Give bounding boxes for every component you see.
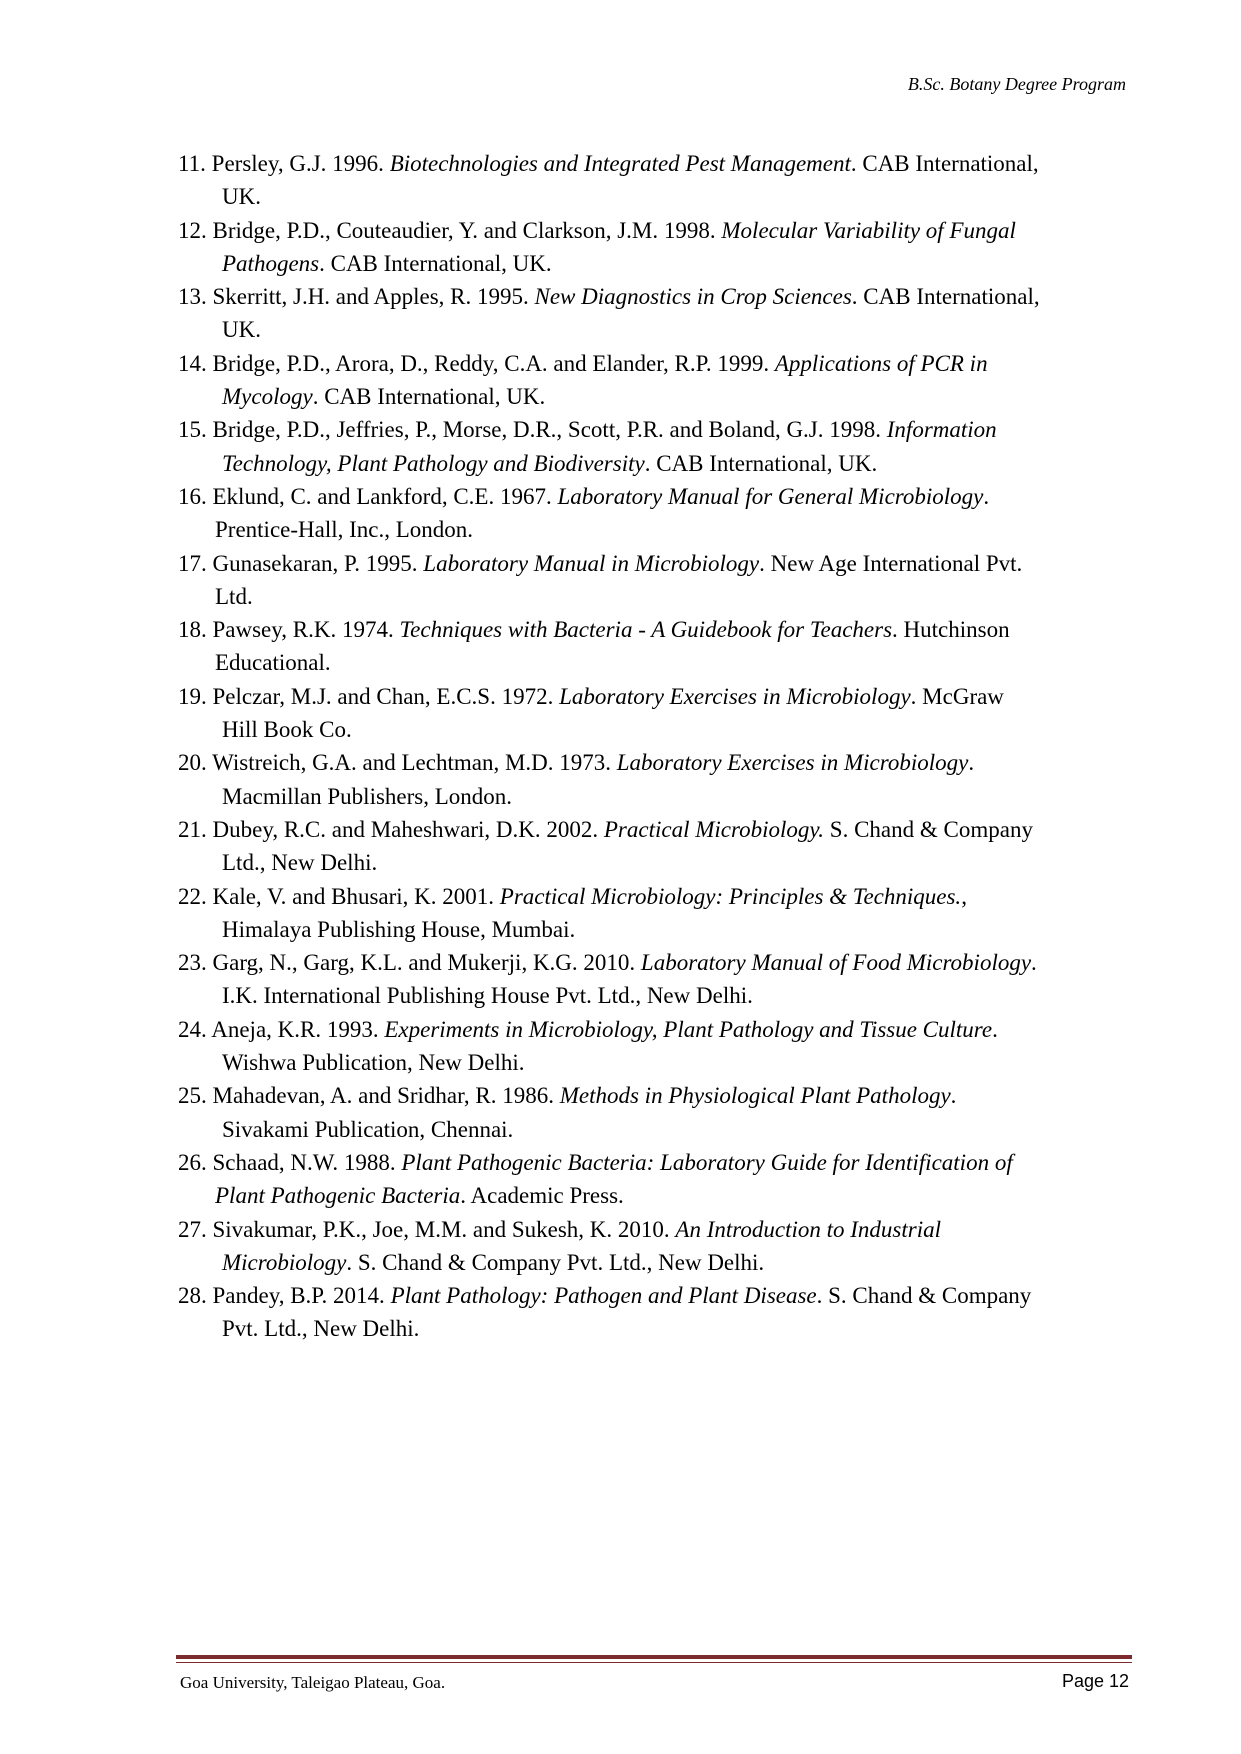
reference-line-2: Hill Book Co. (222, 717, 352, 743)
reference-line-1: 17. Gunasekaran, P. 1995. Laboratory Manual in Microbiology. New Age International Pvt. (178, 550, 1023, 576)
reference-line-2: Educational. (215, 650, 331, 676)
reference-item (178, 413, 1138, 480)
reference-item (178, 946, 1138, 1013)
reference-line-1: 20. Wistreich, G.A. and Lechtman, M.D. 1973. Laboratory Exercises in Microbiology. (178, 750, 975, 776)
reference-line-2: Himalaya Publishing House, Mumbai. (222, 916, 576, 942)
reference-line-2: Macmillan Publishers, London. (222, 783, 513, 809)
page-number: Page 12 (1061, 1671, 1129, 1691)
reference-line-1: 27. Sivakumar, P.K., Joe, M.M. and Sukesh, K. 2010. An Introduction to Industrial (178, 1216, 941, 1242)
reference-item (178, 613, 1138, 680)
reference-item (178, 746, 1138, 813)
reference-line-1: 18. Pawsey, R.K. 1974. Techniques with Bacteria - A Guidebook for Teachers. Hutchinson (178, 617, 1010, 643)
reference-item (178, 680, 1138, 747)
reference-item (178, 214, 1138, 281)
footer-divider-thin (176, 1662, 1132, 1663)
footer-divider (176, 1655, 1132, 1659)
reference-item (178, 1279, 1138, 1346)
reference-line-2: UK. (222, 184, 261, 210)
reference-line-2: I.K. International Publishing House Pvt. Ltd., New Delhi. (222, 983, 753, 1009)
reference-line-1: 13. Skerritt, J.H. and Apples, R. 1995. New Diagnostics in Crop Sciences. CAB International, (178, 284, 1040, 310)
reference-line-2: Prentice-Hall, Inc., London. (215, 517, 474, 543)
reference-item (178, 147, 1138, 214)
reference-line-2: Mycology. CAB International, UK. (222, 384, 546, 410)
reference-list (178, 147, 1138, 1346)
reference-line-2: Pathogens. CAB International, UK. (222, 250, 552, 276)
reference-line-1: 23. Garg, N., Garg, K.L. and Mukerji, K.G. 2010. Laboratory Manual of Food Microbiology. (178, 950, 1037, 976)
reference-line-2: Ltd., New Delhi. (222, 850, 378, 876)
reference-line-1: 22. Kale, V. and Bhusari, K. 2001. Practical Microbiology: Principles & Techniques., (178, 883, 967, 909)
reference-item (178, 1079, 1138, 1146)
reference-line-2: Technology, Plant Pathology and Biodiversity. CAB International, UK. (222, 450, 878, 476)
reference-line-1: 28. Pandey, B.P. 2014. Plant Pathology: Pathogen and Plant Disease. S. Chand & Company (178, 1283, 1032, 1309)
reference-line-2: Plant Pathogenic Bacteria. Academic Press. (215, 1183, 624, 1209)
reference-line-1: 21. Dubey, R.C. and Maheshwari, D.K. 2002. Practical Microbiology. S. Chand & Company (178, 816, 1033, 842)
reference-line-2: UK. (222, 317, 261, 343)
reference-item (178, 1013, 1138, 1080)
reference-line-1: 24. Aneja, K.R. 1993. Experiments in Microbiology, Plant Pathology and Tissue Culture. (178, 1016, 998, 1042)
reference-line-2: Wishwa Publication, New Delhi. (222, 1050, 525, 1076)
reference-line-2: Pvt. Ltd., New Delhi. (222, 1316, 420, 1342)
reference-item (178, 880, 1138, 947)
reference-item (178, 1213, 1138, 1280)
reference-line-1: 26. Schaad, N.W. 1988. Plant Pathogenic Bacteria: Laboratory Guide for Identification of (178, 1149, 1013, 1175)
reference-item (178, 547, 1138, 614)
reference-line-1: 14. Bridge, P.D., Arora, D., Reddy, C.A. and Elander, R.P. 1999. Applications of PCR in (178, 350, 988, 376)
footer-institution: Goa University, Taleigao Plateau, Goa. (180, 1673, 446, 1692)
reference-line-1: 19. Pelczar, M.J. and Chan, E.C.S. 1972. Laboratory Exercises in Microbiology. McGraw (178, 683, 1004, 709)
reference-line-1: 15. Bridge, P.D., Jeffries, P., Morse, D.R., Scott, P.R. and Boland, G.J. 1998. Information (178, 417, 997, 443)
running-header: B.Sc. Botany Degree Program (907, 74, 1126, 94)
reference-item (178, 1146, 1138, 1213)
reference-item (178, 813, 1138, 880)
reference-line-1: 11. Persley, G.J. 1996. Biotechnologies and Integrated Pest Management. CAB International, (178, 151, 1039, 176)
reference-line-1: 12. Bridge, P.D., Couteaudier, Y. and Clarkson, J.M. 1998. Molecular Variability of Fungal (178, 217, 1016, 243)
reference-line-2: Ltd. (215, 583, 253, 609)
reference-line-1: 16. Eklund, C. and Lankford, C.E. 1967. Laboratory Manual for General Microbiology. (178, 483, 990, 509)
reference-line-2: Microbiology. S. Chand & Company Pvt. Ltd., New Delhi. (222, 1249, 765, 1275)
reference-item (178, 280, 1138, 347)
reference-line-2: Sivakami Publication, Chennai. (222, 1116, 514, 1142)
reference-item (178, 347, 1138, 414)
reference-item (178, 480, 1138, 547)
reference-line-1: 25. Mahadevan, A. and Sridhar, R. 1986. Methods in Physiological Plant Pathology. (178, 1083, 957, 1109)
